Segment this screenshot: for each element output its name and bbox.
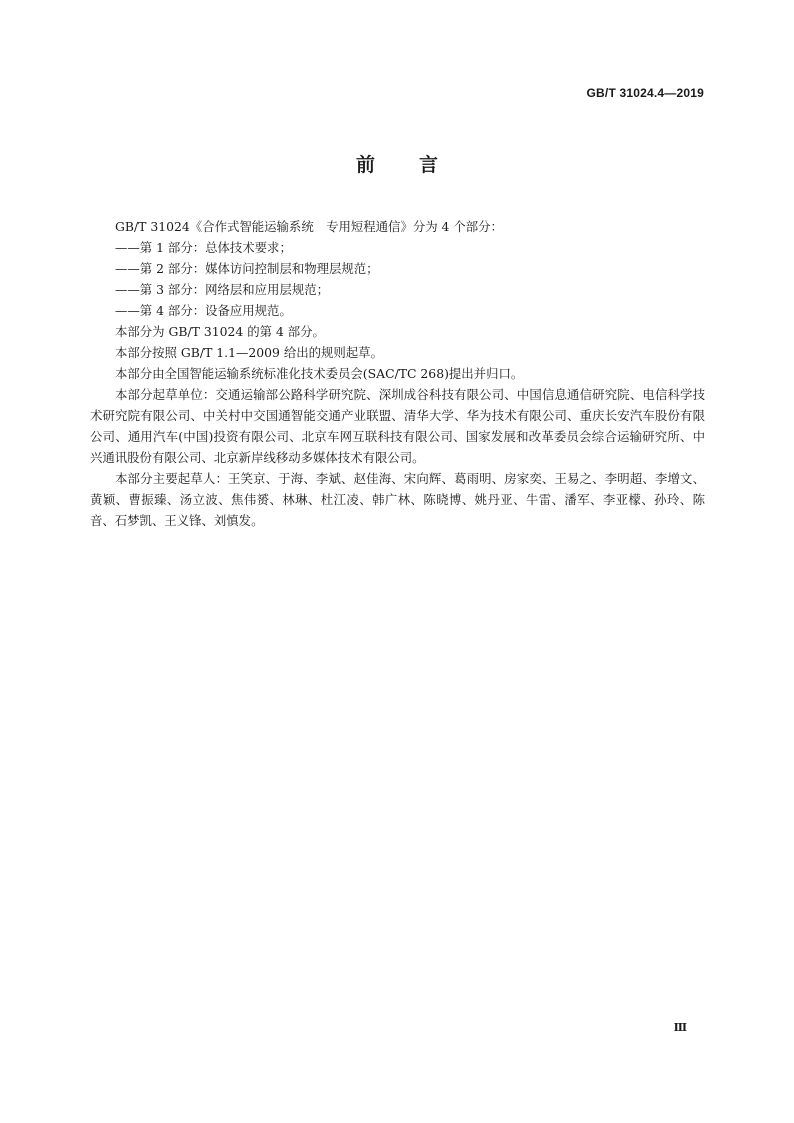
this-part-paragraph: 本部分为 GB/T 31024 的第 4 部分。 [115,324,325,339]
part-list-item: ——第 4 部分：设备应用规范。 [115,303,292,318]
intro-paragraph: GB/T 31024《合作式智能运输系统 专用短程通信》分为 4 个部分： [115,219,503,234]
drafting-rules-paragraph: 本部分按照 GB/T 1.1—2009 给出的规则起草。 [115,345,383,360]
part-list-item: ——第 3 部分：网络层和应用层规范； [115,282,330,297]
foreword-body [90,216,705,531]
page-title: 前言 [355,154,482,176]
drafting-units-paragraph: 本部分起草单位：交通运输部公路科学研究院、深圳成谷科技有限公司、中国信息通信研究院、电信科学技术研究院有限公司、中关村中交国通智能交通产业联盟、清华大学、华为技术有限公司、重庆长安汽车股份有限公司、通用汽车(中国)投资有限公司、北京车网互联科技有限公司、国家发展和改革委员会综合运输研究所、中兴通讯股份有限公司、北京新岸线移动多媒体技术有限公司。 [90,387,705,465]
page-number: Ⅲ [673,1021,687,1034]
drafters-paragraph: 本部分主要起草人：王笑京、于海、李斌、赵佳海、宋向辉、葛雨明、房家奕、王易之、李明超、李增文、黄颖、曹振臻、汤立波、焦伟赟、林琳、杜江凌、韩广林、陈晓博、姚丹亚、牛雷、潘军、李亚檬、孙玲、陈音、石梦凯、王义锋、刘慎发。 [90,471,705,528]
part-list-item: ——第 1 部分：总体技术要求； [115,240,292,255]
proposed-by-paragraph: 本部分由全国智能运输系统标准化技术委员会(SAC/TC 268)提出并归口。 [115,366,524,381]
standard-number: GB/T 31024.4—2019 [586,86,704,100]
part-list-item: ——第 2 部分：媒体访问控制层和物理层规范； [115,261,379,276]
